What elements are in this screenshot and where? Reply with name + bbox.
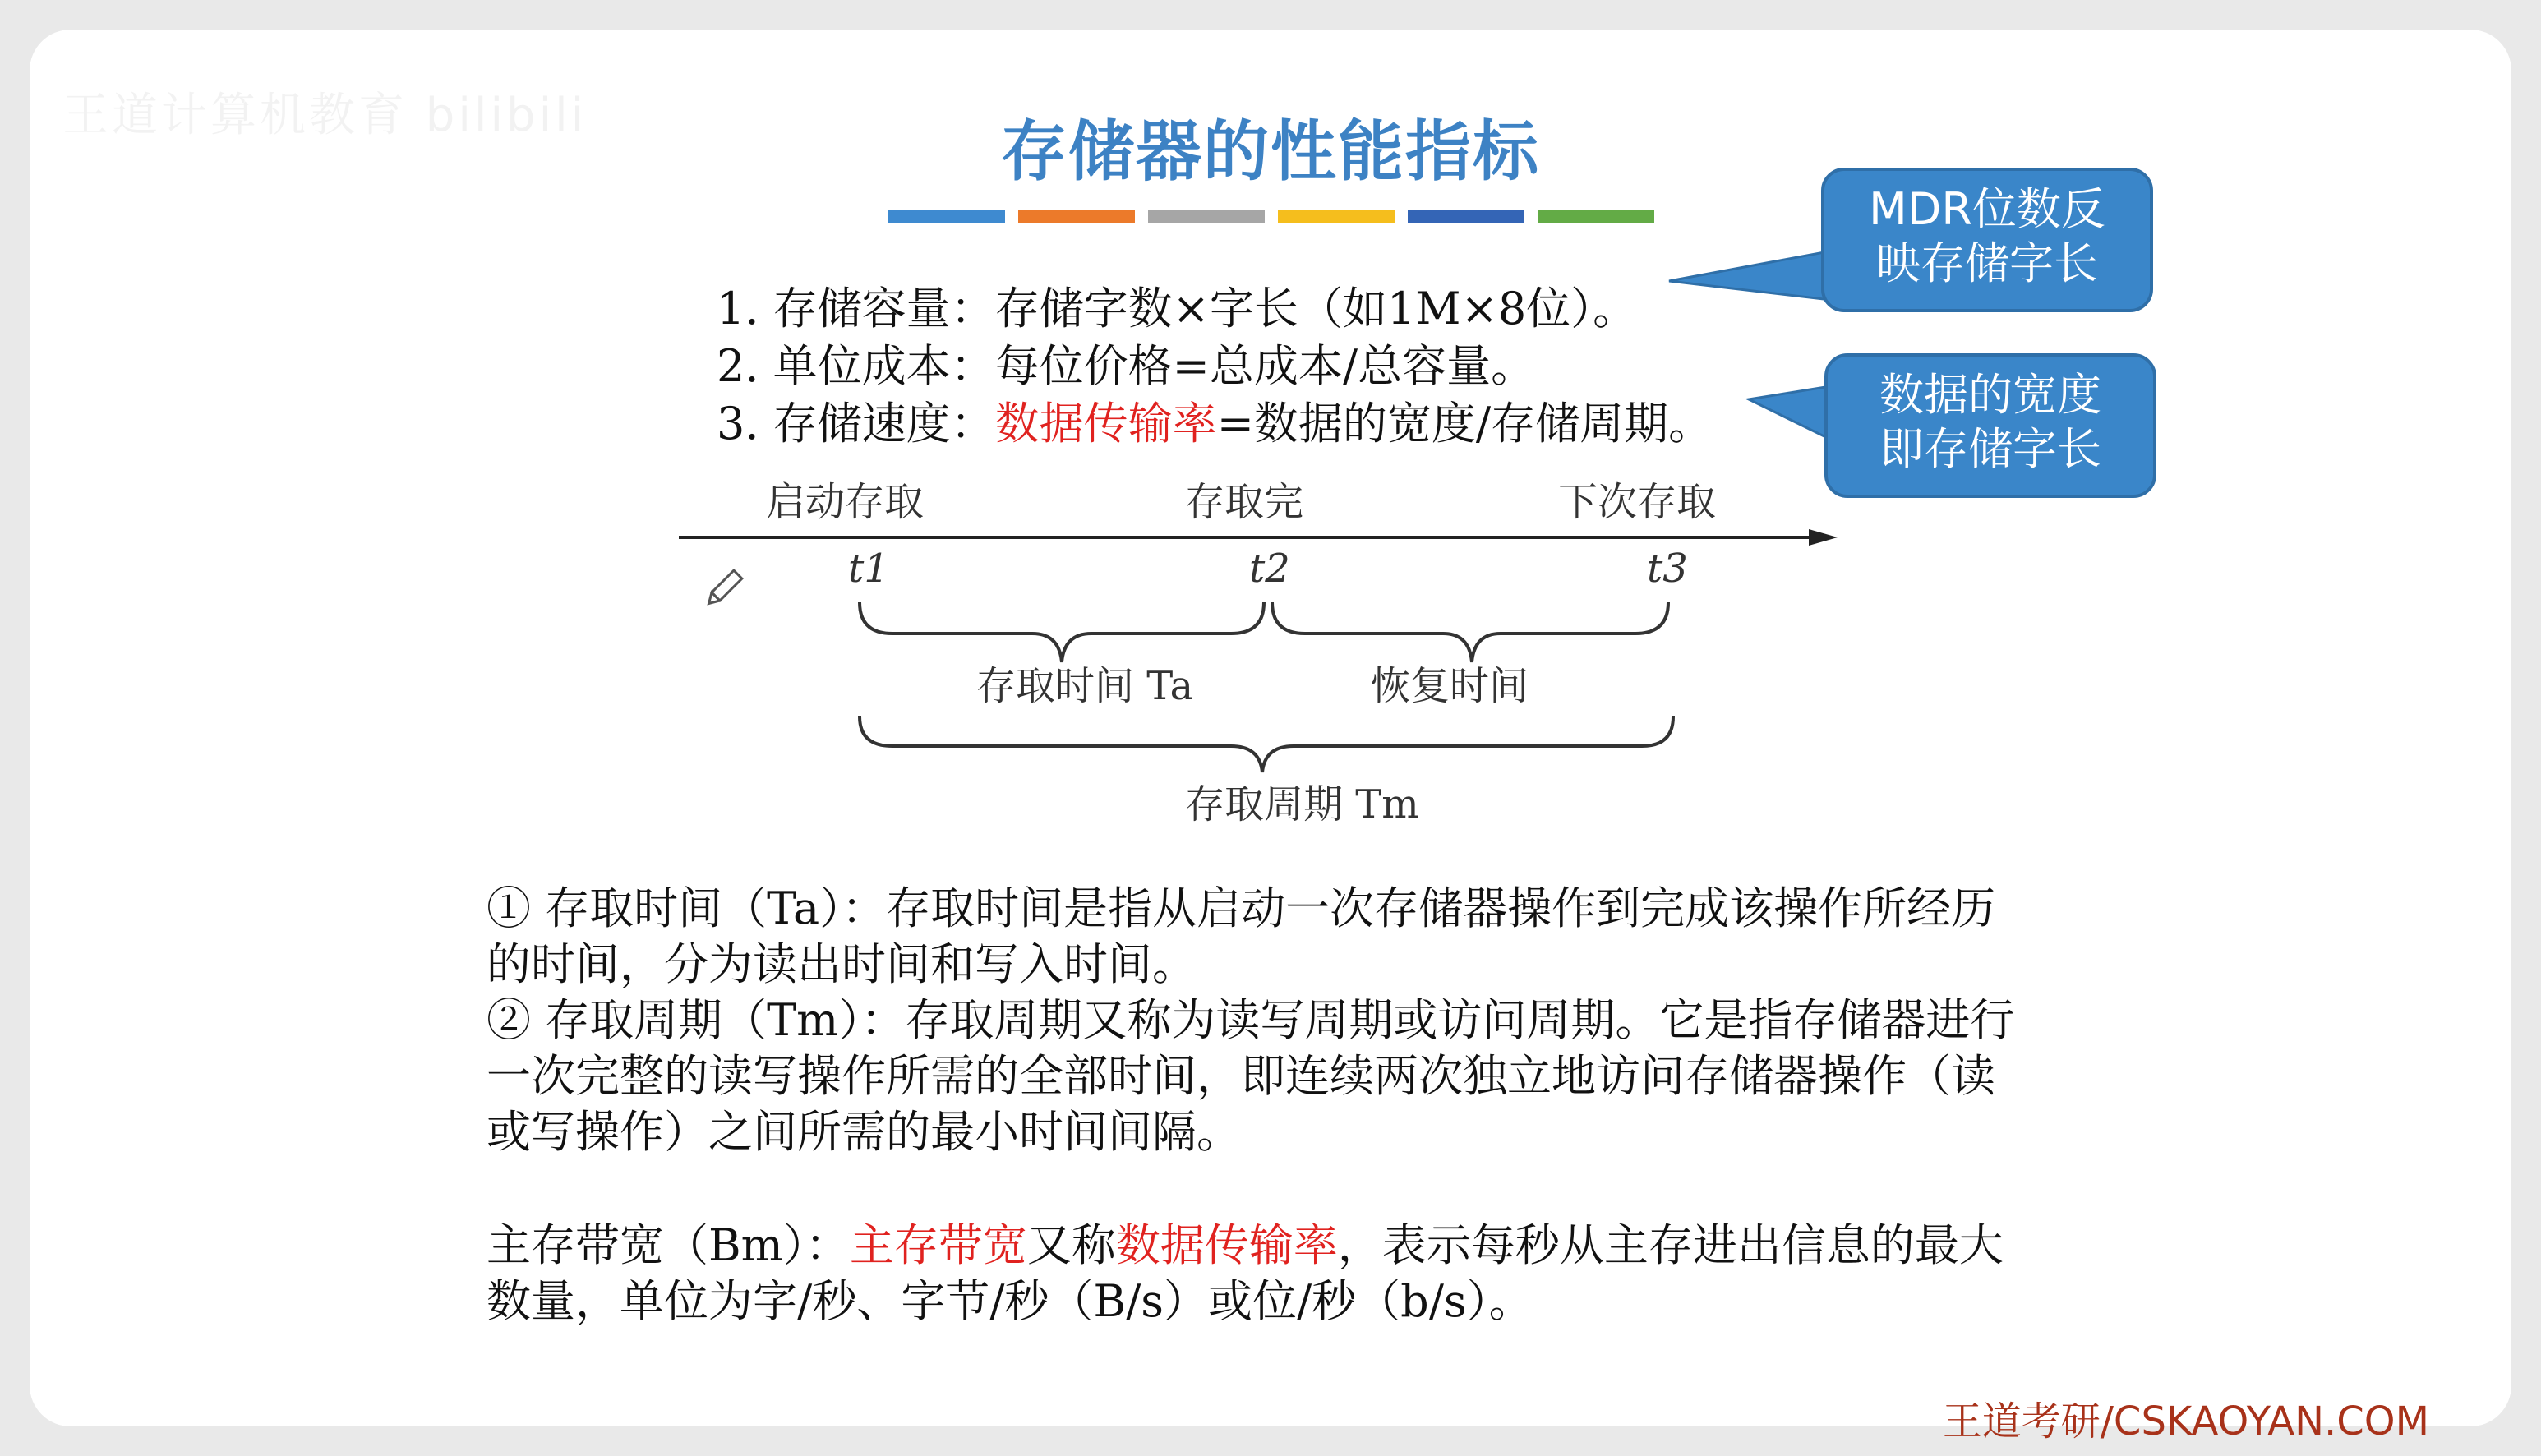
watermark: 王道计算机教育 bilibili bbox=[62, 89, 588, 142]
callout-mdr bbox=[1821, 168, 2153, 312]
bandwidth-mid: 又称 bbox=[1026, 1219, 1116, 1271]
callout-pointer-1 bbox=[1669, 250, 1838, 301]
metric-text: 每位价格=总成本/总容量。 bbox=[994, 340, 1536, 392]
metric-text: 存储字数×字长（如1M×8位）。 bbox=[994, 283, 1638, 334]
label-access-cycle: 存取周期 Tm bbox=[1185, 781, 1419, 827]
callout-line: 即存储字长 bbox=[1879, 423, 2101, 475]
metric-label: 1. 存储容量： bbox=[717, 283, 995, 334]
bandwidth-highlight: 主存带宽 bbox=[849, 1219, 1027, 1271]
transfer-rate-highlight: 数据传输率 bbox=[1115, 1219, 1338, 1271]
definition-line: 或写操作）之间所需的最小时间间隔。 bbox=[487, 1106, 1241, 1158]
metric-label: 3. 存储速度： bbox=[717, 398, 995, 449]
callout-line: 数据的宽度 bbox=[1879, 369, 2101, 421]
definition-line: ② 存取周期（Tm）：存取周期又称为读写周期或访问周期。它是指存储器进行 bbox=[487, 994, 2015, 1046]
tick-t1: t1 bbox=[848, 546, 889, 592]
label-access-time: 存取时间 Ta bbox=[976, 663, 1194, 709]
tick-t2: t2 bbox=[1249, 546, 1290, 592]
definition-line: 的时间，分为读出时间和写入时间。 bbox=[487, 938, 1197, 990]
definition-access-cycle bbox=[487, 993, 2014, 1160]
definition-bandwidth bbox=[487, 1218, 2004, 1329]
bandwidth-prefix: 主存带宽（Bm）： bbox=[487, 1219, 850, 1271]
axis-arrowhead bbox=[1809, 529, 1838, 546]
label-access-complete: 存取完 bbox=[1185, 479, 1304, 525]
definition-line: 一次完整的读写操作所需的全部时间，即连续两次独立地访问存储器操作（读 bbox=[487, 1050, 1995, 1102]
definition-access-time bbox=[487, 881, 1995, 993]
metric-label: 2. 单位成本： bbox=[717, 340, 995, 392]
slide-title: 存储器的性能指标 bbox=[1001, 113, 1540, 190]
metric-highlight: 数据传输率 bbox=[994, 398, 1217, 449]
tick-t3: t3 bbox=[1647, 546, 1688, 592]
callout-line: MDR位数反 bbox=[1869, 183, 2105, 235]
definition-line bbox=[487, 1218, 2004, 1274]
footer-brand: 王道考研/CSKAOYAN.COM bbox=[1942, 1398, 2429, 1444]
callout-line: 映存储字长 bbox=[1876, 237, 2098, 289]
slide bbox=[30, 30, 2511, 1444]
callout-data-width bbox=[1824, 353, 2156, 498]
label-recovery-time: 恢复时间 bbox=[1371, 663, 1529, 709]
bandwidth-rest: ，表示每秒从主存进出信息的最大 bbox=[1337, 1219, 2004, 1271]
pencil-icon bbox=[705, 570, 742, 607]
label-next-access: 下次存取 bbox=[1558, 479, 1717, 525]
definition-line: ① 存取时间（Ta）：存取时间是指从启动一次存储器操作到完成该操作所经历 bbox=[487, 882, 1996, 934]
metric-text: =数据的宽度/存储周期。 bbox=[1216, 398, 1713, 449]
label-start-access: 启动存取 bbox=[766, 479, 925, 525]
definition-line: 数量，单位为字/秒、字节/秒（B/s）或位/秒（b/s）。 bbox=[487, 1275, 1533, 1327]
brace-cycle bbox=[860, 716, 1673, 772]
